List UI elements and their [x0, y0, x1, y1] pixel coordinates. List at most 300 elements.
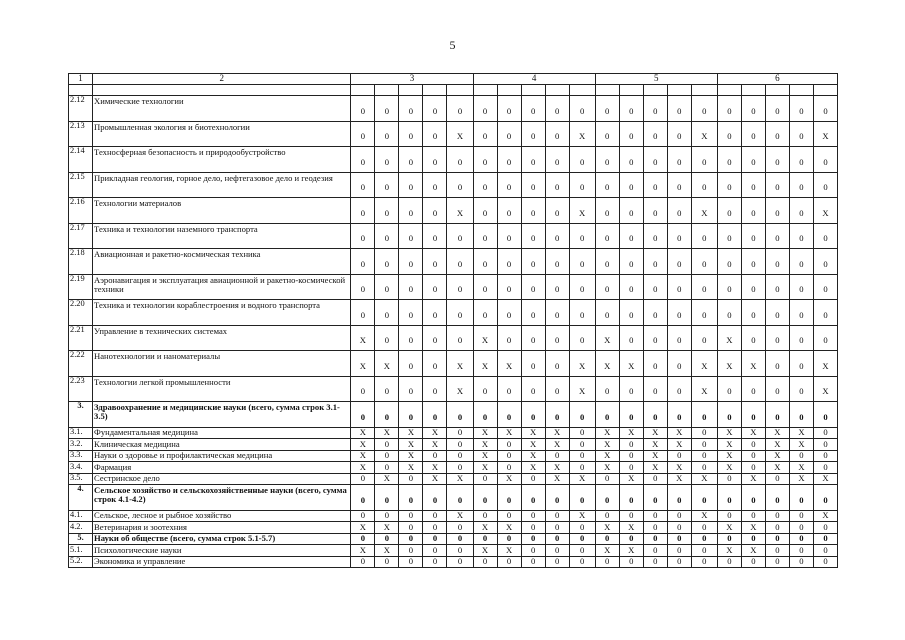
value-cell: 0: [447, 402, 473, 428]
subheader-cell: [351, 85, 375, 96]
row-number: 4.: [69, 485, 93, 511]
value-cell: 0: [569, 96, 595, 122]
page-number: 5: [449, 38, 456, 52]
value-cell: X: [741, 427, 765, 439]
value-cell: 0: [765, 300, 789, 326]
value-cell: X: [473, 545, 497, 557]
row-number: 3.4.: [69, 462, 93, 474]
value-cell: 0: [521, 376, 545, 402]
value-cell: 0: [521, 147, 545, 173]
value-cell: X: [691, 198, 717, 224]
value-cell: 0: [423, 274, 447, 300]
value-cell: 0: [447, 522, 473, 534]
value-cell: 0: [643, 96, 667, 122]
value-cell: 0: [447, 533, 473, 545]
value-cell: 0: [619, 325, 643, 351]
value-cell: X: [497, 545, 521, 557]
value-cell: 0: [399, 485, 423, 511]
value-cell: X: [351, 439, 375, 451]
value-cell: X: [667, 473, 691, 485]
value-cell: 0: [497, 485, 521, 511]
value-cell: X: [473, 450, 497, 462]
value-cell: 0: [789, 402, 813, 428]
value-cell: 0: [619, 121, 643, 147]
value-cell: 0: [741, 249, 765, 275]
row-name: Нанотехнологии и наноматериалы: [93, 351, 351, 377]
subheader-cell: [399, 85, 423, 96]
value-cell: 0: [667, 300, 691, 326]
value-cell: X: [375, 522, 399, 534]
value-cell: 0: [399, 172, 423, 198]
subheader-cell: [741, 85, 765, 96]
value-cell: 0: [497, 223, 521, 249]
value-cell: 0: [375, 439, 399, 451]
value-cell: 0: [375, 450, 399, 462]
value-cell: 0: [619, 439, 643, 451]
value-cell: 0: [399, 510, 423, 522]
table-row: [69, 223, 838, 249]
value-cell: 0: [619, 274, 643, 300]
value-cell: 0: [741, 462, 765, 474]
value-cell: 0: [741, 556, 765, 568]
row-name: Техносферная безопасность и природообустройство: [93, 147, 351, 173]
value-cell: X: [813, 198, 837, 224]
value-cell: X: [595, 522, 619, 534]
subheader-cell: [545, 85, 569, 96]
value-cell: 0: [741, 439, 765, 451]
value-cell: 0: [741, 274, 765, 300]
subheader-cell: [375, 85, 399, 96]
value-cell: 0: [813, 249, 837, 275]
value-cell: 0: [521, 249, 545, 275]
value-cell: X: [351, 522, 375, 534]
value-cell: X: [351, 351, 375, 377]
value-cell: 0: [667, 96, 691, 122]
value-cell: 0: [375, 510, 399, 522]
value-cell: X: [545, 439, 569, 451]
value-cell: 0: [643, 300, 667, 326]
value-cell: 0: [375, 121, 399, 147]
value-cell: 0: [813, 439, 837, 451]
subheader-cell: [595, 85, 619, 96]
value-cell: X: [399, 462, 423, 474]
value-cell: 0: [765, 533, 789, 545]
value-cell: X: [619, 427, 643, 439]
table-row: [69, 556, 838, 568]
value-cell: 0: [423, 147, 447, 173]
value-cell: 0: [399, 556, 423, 568]
table-row: [69, 249, 838, 275]
table-row: [69, 172, 838, 198]
value-cell: 0: [569, 300, 595, 326]
value-cell: X: [717, 462, 741, 474]
value-cell: 0: [667, 485, 691, 511]
value-cell: 0: [447, 427, 473, 439]
value-cell: X: [473, 522, 497, 534]
value-cell: 0: [643, 198, 667, 224]
value-cell: X: [595, 439, 619, 451]
subheader-cell: [691, 85, 717, 96]
value-cell: X: [375, 545, 399, 557]
value-cell: 0: [765, 121, 789, 147]
value-cell: X: [423, 473, 447, 485]
value-cell: 0: [569, 223, 595, 249]
value-cell: 0: [741, 533, 765, 545]
value-cell: 0: [375, 485, 399, 511]
value-cell: 0: [741, 402, 765, 428]
value-cell: 0: [423, 450, 447, 462]
value-cell: 0: [399, 121, 423, 147]
value-cell: 0: [717, 223, 741, 249]
value-cell: X: [691, 376, 717, 402]
value-cell: 0: [619, 402, 643, 428]
value-cell: 0: [667, 545, 691, 557]
value-cell: X: [545, 473, 569, 485]
value-cell: X: [813, 351, 837, 377]
value-cell: 0: [789, 96, 813, 122]
value-cell: 0: [399, 96, 423, 122]
subheader-cell: [789, 85, 813, 96]
value-cell: 0: [399, 522, 423, 534]
value-cell: 0: [765, 198, 789, 224]
value-cell: 0: [545, 545, 569, 557]
value-cell: 0: [497, 274, 521, 300]
value-cell: 0: [545, 300, 569, 326]
value-cell: 0: [521, 351, 545, 377]
value-cell: 0: [569, 147, 595, 173]
value-cell: 0: [741, 96, 765, 122]
value-cell: 0: [595, 121, 619, 147]
subheader-cell: [569, 85, 595, 96]
value-cell: 0: [375, 249, 399, 275]
value-cell: 0: [473, 223, 497, 249]
value-cell: 0: [447, 545, 473, 557]
value-cell: 0: [351, 223, 375, 249]
value-cell: 0: [569, 402, 595, 428]
value-cell: 0: [717, 485, 741, 511]
value-cell: X: [667, 427, 691, 439]
value-cell: 0: [351, 533, 375, 545]
value-cell: X: [497, 351, 521, 377]
subheader-cell: [497, 85, 521, 96]
value-cell: 0: [497, 556, 521, 568]
value-cell: 0: [545, 223, 569, 249]
row-name: Сестринское дело: [93, 473, 351, 485]
value-cell: 0: [423, 300, 447, 326]
row-name: Ветеринария и зоотехния: [93, 522, 351, 534]
value-cell: 0: [521, 533, 545, 545]
value-cell: X: [473, 427, 497, 439]
value-cell: 0: [351, 402, 375, 428]
row-name: Аэронавигация и эксплуатация авиационной и ракетно-космической техники: [93, 274, 351, 300]
value-cell: 0: [399, 533, 423, 545]
table-row: [69, 439, 838, 451]
value-cell: 0: [789, 545, 813, 557]
value-cell: X: [717, 439, 741, 451]
value-cell: 0: [375, 300, 399, 326]
value-cell: 0: [595, 249, 619, 275]
value-cell: 0: [691, 545, 717, 557]
table-row: [69, 325, 838, 351]
row-name: Авиационная и ракетно-космическая техника: [93, 249, 351, 275]
value-cell: 0: [765, 510, 789, 522]
value-cell: 0: [643, 376, 667, 402]
row-name: Сельское хозяйство и сельскохозяйственные науки (всего, сумма строк 4.1-4.2): [93, 485, 351, 511]
row-number: 2.22: [69, 351, 93, 377]
value-cell: 0: [667, 249, 691, 275]
value-cell: X: [813, 376, 837, 402]
value-cell: 0: [473, 274, 497, 300]
value-cell: X: [569, 510, 595, 522]
value-cell: 0: [691, 172, 717, 198]
value-cell: 0: [813, 274, 837, 300]
value-cell: 0: [789, 147, 813, 173]
subheader-cell: [423, 85, 447, 96]
row-name: Клиническая медицина: [93, 439, 351, 451]
value-cell: 0: [399, 147, 423, 173]
value-cell: 0: [667, 198, 691, 224]
value-cell: 0: [399, 223, 423, 249]
value-cell: 0: [569, 249, 595, 275]
value-cell: 0: [789, 556, 813, 568]
value-cell: 0: [399, 274, 423, 300]
value-cell: 0: [619, 96, 643, 122]
value-cell: 0: [569, 556, 595, 568]
value-cell: X: [765, 427, 789, 439]
value-cell: 0: [691, 325, 717, 351]
value-cell: 0: [521, 223, 545, 249]
table-row: [69, 300, 838, 326]
value-cell: 0: [717, 249, 741, 275]
value-cell: 0: [473, 402, 497, 428]
value-cell: 0: [789, 198, 813, 224]
value-cell: 0: [619, 249, 643, 275]
value-cell: X: [643, 439, 667, 451]
value-cell: X: [741, 473, 765, 485]
value-cell: 0: [789, 485, 813, 511]
value-cell: 0: [765, 402, 789, 428]
value-cell: 0: [569, 462, 595, 474]
value-cell: 0: [497, 325, 521, 351]
value-cell: 0: [447, 462, 473, 474]
value-cell: 0: [497, 439, 521, 451]
value-cell: 0: [375, 533, 399, 545]
value-cell: 0: [717, 274, 741, 300]
value-cell: 0: [375, 96, 399, 122]
value-cell: X: [423, 427, 447, 439]
value-cell: 0: [789, 450, 813, 462]
subheader-cell: [521, 85, 545, 96]
value-cell: 0: [351, 556, 375, 568]
value-cell: 0: [789, 376, 813, 402]
value-cell: 0: [619, 450, 643, 462]
value-cell: 0: [717, 300, 741, 326]
row-name: Химические технологии: [93, 96, 351, 122]
value-cell: 0: [447, 556, 473, 568]
row-number: 5.2.: [69, 556, 93, 568]
value-cell: 0: [447, 249, 473, 275]
value-cell: X: [545, 427, 569, 439]
value-cell: 0: [351, 96, 375, 122]
value-cell: 0: [473, 376, 497, 402]
value-cell: X: [569, 473, 595, 485]
value-cell: 0: [619, 485, 643, 511]
value-cell: 0: [619, 462, 643, 474]
value-cell: 0: [691, 300, 717, 326]
value-cell: 0: [717, 533, 741, 545]
value-cell: 0: [643, 522, 667, 534]
value-cell: 0: [691, 223, 717, 249]
value-cell: 0: [717, 172, 741, 198]
value-cell: 0: [351, 147, 375, 173]
value-cell: 0: [643, 510, 667, 522]
value-cell: 0: [447, 172, 473, 198]
value-cell: 0: [643, 147, 667, 173]
value-cell: 0: [595, 473, 619, 485]
value-cell: 0: [789, 172, 813, 198]
row-number: 2.15: [69, 172, 93, 198]
value-cell: X: [789, 439, 813, 451]
value-cell: 0: [521, 522, 545, 534]
value-cell: 0: [447, 274, 473, 300]
value-cell: 0: [497, 147, 521, 173]
value-cell: 0: [643, 545, 667, 557]
value-cell: 0: [741, 300, 765, 326]
value-cell: 0: [813, 147, 837, 173]
value-cell: 0: [789, 533, 813, 545]
table-row: [69, 533, 838, 545]
value-cell: 0: [691, 249, 717, 275]
value-cell: 0: [375, 462, 399, 474]
value-cell: X: [497, 473, 521, 485]
value-cell: 0: [447, 300, 473, 326]
value-cell: 0: [765, 485, 789, 511]
value-cell: X: [399, 450, 423, 462]
value-cell: 0: [545, 402, 569, 428]
row-number: 2.17: [69, 223, 93, 249]
value-cell: 0: [691, 402, 717, 428]
value-cell: 0: [569, 533, 595, 545]
value-cell: 0: [569, 274, 595, 300]
value-cell: X: [691, 351, 717, 377]
value-cell: 0: [765, 223, 789, 249]
value-cell: X: [423, 439, 447, 451]
value-cell: 0: [399, 300, 423, 326]
value-cell: 0: [691, 556, 717, 568]
value-cell: X: [741, 545, 765, 557]
value-cell: 0: [813, 556, 837, 568]
table-row: [69, 376, 838, 402]
row-name: Технологии легкой промышленности: [93, 376, 351, 402]
row-name: Техника и технологии кораблестроения и водного транспорта: [93, 300, 351, 326]
value-cell: 0: [765, 274, 789, 300]
value-cell: 0: [643, 351, 667, 377]
value-cell: 0: [813, 462, 837, 474]
row-number: 2.23: [69, 376, 93, 402]
value-cell: 0: [643, 473, 667, 485]
value-cell: 0: [423, 485, 447, 511]
value-cell: 0: [473, 121, 497, 147]
value-cell: 0: [691, 522, 717, 534]
value-cell: 0: [765, 545, 789, 557]
value-cell: X: [717, 427, 741, 439]
value-cell: X: [447, 510, 473, 522]
value-cell: X: [497, 522, 521, 534]
value-cell: 0: [497, 533, 521, 545]
value-cell: 0: [473, 533, 497, 545]
value-cell: 0: [473, 556, 497, 568]
value-cell: 0: [813, 223, 837, 249]
value-cell: 0: [545, 485, 569, 511]
value-cell: 0: [423, 325, 447, 351]
value-cell: 0: [789, 223, 813, 249]
value-cell: 0: [375, 198, 399, 224]
value-cell: 0: [497, 402, 521, 428]
value-cell: 0: [545, 249, 569, 275]
value-cell: 0: [569, 545, 595, 557]
value-cell: 0: [595, 533, 619, 545]
value-cell: 0: [351, 274, 375, 300]
value-cell: 0: [521, 274, 545, 300]
value-cell: 0: [351, 121, 375, 147]
value-cell: X: [813, 473, 837, 485]
value-cell: X: [375, 473, 399, 485]
value-cell: 0: [423, 556, 447, 568]
value-cell: 0: [473, 249, 497, 275]
value-cell: 0: [765, 376, 789, 402]
value-cell: 0: [789, 510, 813, 522]
table-row: [69, 545, 838, 557]
value-cell: 0: [789, 522, 813, 534]
value-cell: 0: [595, 96, 619, 122]
value-cell: 0: [765, 522, 789, 534]
value-cell: X: [691, 510, 717, 522]
subheader-row: [69, 85, 838, 96]
value-cell: X: [569, 376, 595, 402]
value-cell: 0: [643, 556, 667, 568]
table-row: [69, 198, 838, 224]
subheader-cell: [473, 85, 497, 96]
subheader-cell: [667, 85, 691, 96]
value-cell: 0: [473, 473, 497, 485]
value-cell: 0: [351, 172, 375, 198]
row-name: Промышленная экология и биотехнологии: [93, 121, 351, 147]
value-cell: X: [717, 450, 741, 462]
value-cell: 0: [399, 325, 423, 351]
value-cell: 0: [643, 402, 667, 428]
value-cell: 0: [595, 274, 619, 300]
value-cell: X: [569, 351, 595, 377]
value-cell: X: [765, 439, 789, 451]
value-cell: X: [595, 450, 619, 462]
value-cell: 0: [813, 325, 837, 351]
value-cell: 0: [789, 351, 813, 377]
row-number: 3.: [69, 402, 93, 428]
value-cell: 0: [521, 121, 545, 147]
value-cell: X: [595, 545, 619, 557]
value-cell: 0: [423, 172, 447, 198]
value-cell: 0: [497, 450, 521, 462]
value-cell: X: [545, 462, 569, 474]
value-cell: 0: [521, 325, 545, 351]
value-cell: 0: [691, 147, 717, 173]
value-cell: X: [351, 450, 375, 462]
value-cell: X: [473, 462, 497, 474]
value-cell: X: [765, 450, 789, 462]
value-cell: X: [619, 351, 643, 377]
row-name: Экономика и управление: [93, 556, 351, 568]
subheader-cell: [93, 85, 351, 96]
